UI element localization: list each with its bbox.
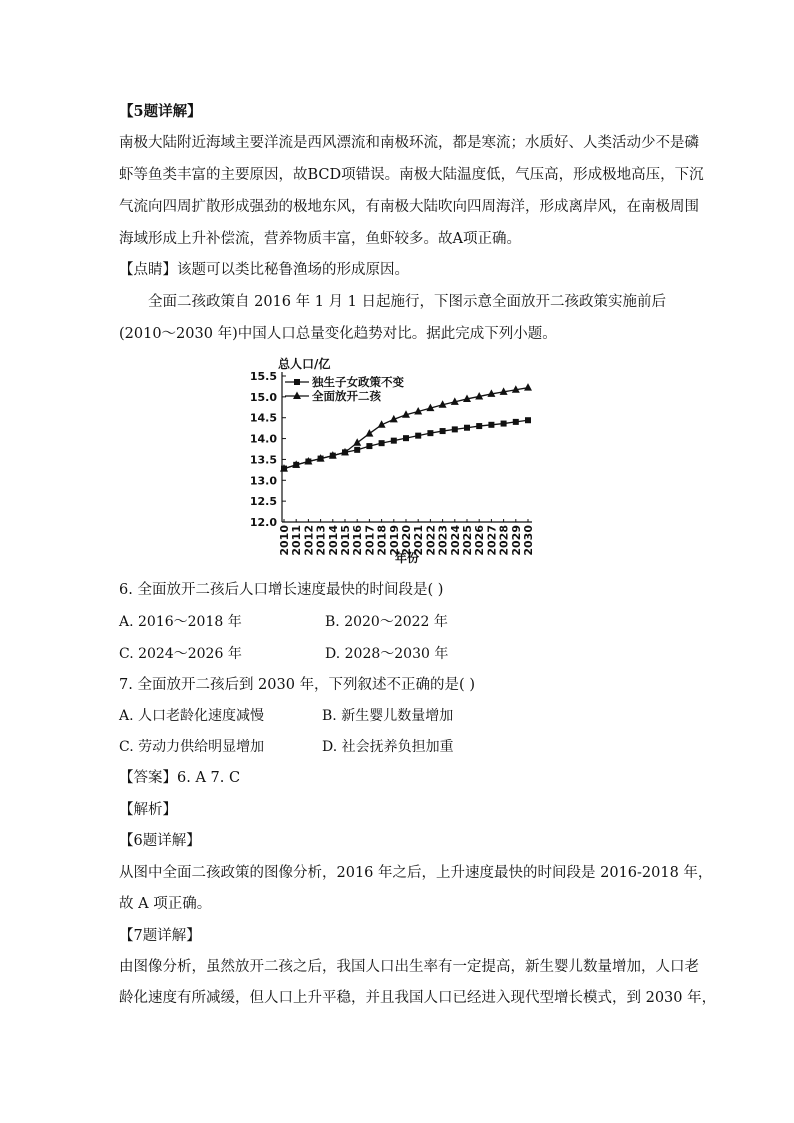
- y-tick-label: 15.5: [249, 370, 277, 383]
- legend-label-1: 独生子女政策不变: [312, 375, 404, 389]
- heading-q6: 【6题详解】: [119, 833, 201, 849]
- x-tick-label: 2025: [461, 525, 474, 556]
- x-tick-label: 2021: [412, 525, 426, 556]
- data-point-triangle: [353, 438, 361, 446]
- x-tick-label: 2012: [302, 525, 316, 556]
- data-point-square: [415, 433, 421, 439]
- y-tick-label: 12.5: [249, 495, 277, 509]
- heading-q7: 【7题详解】: [119, 928, 201, 944]
- data-point-square: [440, 428, 446, 434]
- q6-option-a: A. 2016～2018 年: [119, 614, 242, 630]
- data-point-square: [501, 421, 507, 427]
- x-tick-label: 2010: [278, 525, 291, 556]
- data-point-square: [354, 447, 360, 453]
- x-tick-label: 2019: [387, 525, 401, 556]
- data-point-triangle: [365, 429, 373, 437]
- tip-line: 【点睛】该题可以类比秘鲁渔场的形成原因。: [119, 262, 409, 278]
- x-tick-label: 2017: [363, 525, 377, 556]
- intro-line-1: 全面二孩政策自 2016 年 1 月 1 日起施行，下图示意全面放开二孩政策实施前后: [148, 294, 667, 310]
- data-point-square: [513, 419, 519, 425]
- question-6: 6. 全面放开二孩后人口增长速度最快的时间段是( ): [119, 582, 444, 598]
- q6-option-b: B. 2020～2022 年: [325, 614, 448, 630]
- y-axis-label: 总人口/亿: [278, 357, 331, 371]
- x-tick-label: 2011: [290, 525, 304, 556]
- data-point-triangle: [524, 383, 532, 391]
- x-tick-label: 2026: [473, 525, 487, 556]
- x-axis-label: 年份: [394, 551, 420, 565]
- x-tick-label: 2013: [314, 525, 328, 556]
- x-tick-label: 2024: [448, 525, 462, 556]
- analysis-heading: 【解析】: [119, 802, 177, 818]
- paragraph-q5-line-4: 海域形成上升补偿流，营养物质丰富，鱼虾较多。故A项正确。: [119, 231, 521, 247]
- data-point-square: [391, 438, 397, 444]
- paragraph-q7-line-2: 龄化速度有所减缓，但人口上升平稳，并且我国人口已经进入现代型增长模式，到 2030 年，: [119, 990, 717, 1006]
- x-tick-label: 2014: [326, 525, 340, 556]
- paragraph-q5-line-3: 气流向四周扩散形成强劲的极地东风，有南极大陆吹向四周海洋，形成离岸风，在南极周围: [119, 199, 699, 215]
- q7-option-c: C. 劳动力供给明显增加: [119, 739, 265, 755]
- y-tick-label: 13.5: [249, 453, 277, 467]
- data-point-square: [403, 435, 409, 441]
- paragraph-q5-line-1: 南极大陆附近海域主要洋流是西风漂流和南极环流，都是寒流；水质好、人类活动少不是磷: [119, 135, 699, 151]
- data-point-square: [427, 430, 433, 436]
- legend-marker-square: [294, 379, 300, 385]
- legend-label-2: 全面放开二孩: [312, 389, 381, 403]
- data-point-square: [366, 443, 372, 449]
- x-tick-label: 2029: [509, 525, 523, 556]
- paragraph-q5-line-2: 虾等鱼类丰富的主要原因，故BCD项错误。南极大陆温度低，气压高，形成极地高压，下沉: [119, 167, 704, 183]
- data-point-square: [464, 425, 470, 431]
- paragraph-q6-line-1: 从图中全面二孩政策的图像分析，2016 年之后，上升速度最快的时间段是 2016-2018 年，: [119, 865, 713, 881]
- y-tick-label: 14.0: [249, 432, 277, 446]
- y-tick-label: 13.0: [249, 474, 277, 488]
- x-tick-label: 2027: [485, 525, 499, 556]
- x-tick-label: 2020: [400, 525, 413, 556]
- y-tick-label: 15.0: [249, 390, 277, 404]
- question-7: 7. 全面放开二孩后到 2030 年，下列叙述不正确的是( ): [119, 677, 475, 693]
- answer-line: 【答案】6. A 7. C: [119, 770, 241, 786]
- x-tick-label: 2015: [339, 525, 352, 556]
- paragraph-q7-line-1: 由图像分析，虽然放开二孩之后，我国人口出生率有一定提高，新生婴儿数量增加，人口老: [119, 959, 699, 975]
- x-tick-label: 2030: [522, 525, 535, 556]
- q6-option-c: C. 2024～2026 年: [119, 646, 242, 662]
- legend-marker-triangle: [293, 392, 301, 400]
- intro-line-2: (2010～2030 年)中国人口总量变化趋势对比。据此完成下列小题。: [119, 326, 557, 342]
- heading-q5: 【5题详解】: [119, 103, 202, 120]
- population-chart-svg: [240, 352, 550, 567]
- data-point-square: [525, 417, 531, 423]
- x-tick-label: 2022: [424, 525, 438, 556]
- q7-option-d: D. 社会抚养负担加重: [322, 739, 454, 755]
- q6-option-d: D. 2028～2030 年: [325, 646, 449, 662]
- q7-option-a: A. 人口老龄化速度减慢: [119, 708, 265, 724]
- x-tick-label: 2023: [436, 525, 450, 556]
- x-tick-label: 2028: [497, 525, 511, 556]
- data-point-square: [488, 422, 494, 428]
- paragraph-q6-line-2: 故 A 项正确。: [119, 896, 212, 912]
- x-tick-label: 2018: [375, 525, 389, 556]
- x-tick-label: 2016: [351, 525, 365, 556]
- q7-option-b: B. 新生婴儿数量增加: [322, 708, 454, 724]
- population-chart: [240, 352, 550, 567]
- data-point-square: [476, 423, 482, 429]
- y-tick-label: 12.0: [249, 516, 277, 529]
- y-tick-label: 14.5: [249, 411, 277, 425]
- data-point-square: [379, 440, 385, 446]
- data-point-square: [452, 426, 458, 432]
